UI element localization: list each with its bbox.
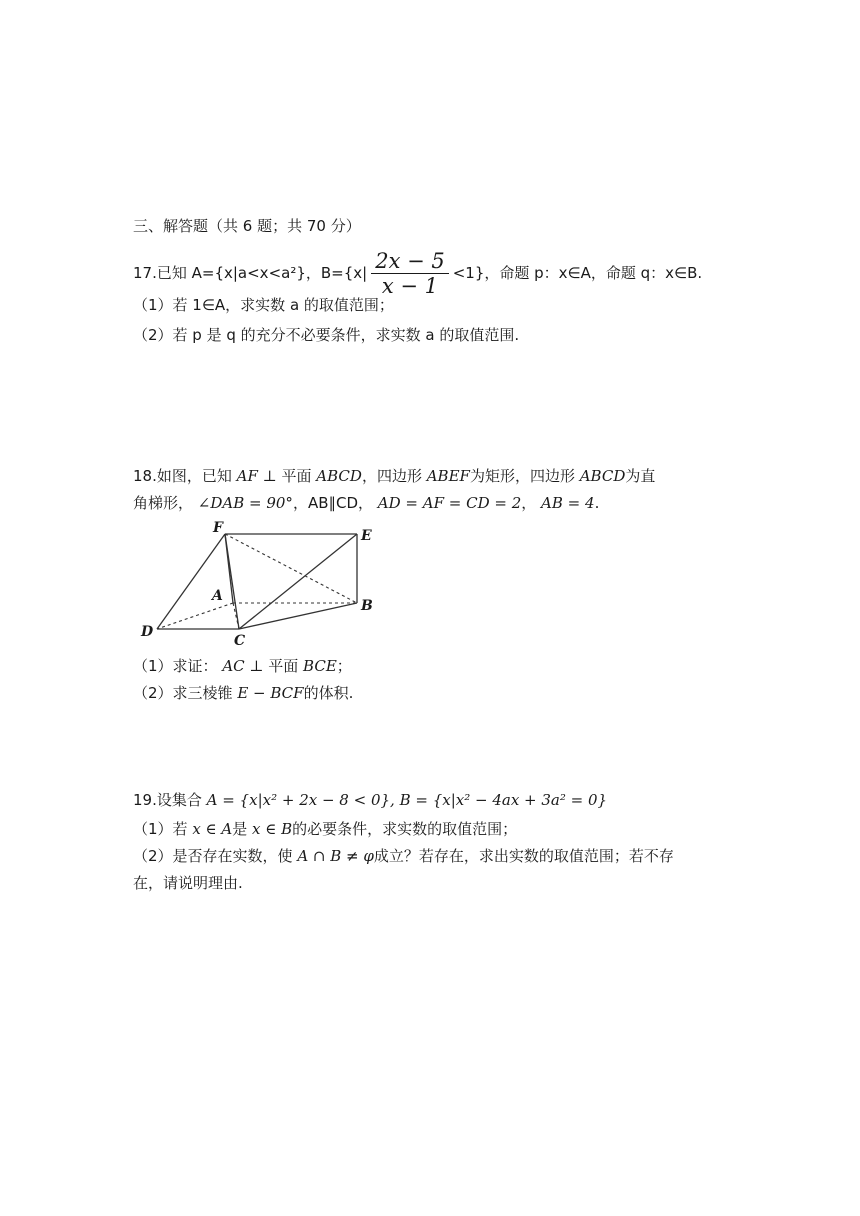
- q18-l1-a: 18.如图，已知: [133, 467, 237, 485]
- q18-p1-c: ；: [336, 657, 352, 675]
- q18-l1-e: 为直: [625, 467, 656, 485]
- q18-l2-m1: ∠DAB = 90°: [197, 494, 293, 512]
- q18-geometry-figure: [135, 518, 385, 650]
- q18-l1-m1: AF ⊥: [236, 467, 277, 485]
- edge-FA: [225, 534, 233, 603]
- q18-p1-b: 平面: [263, 657, 304, 675]
- q18-l1-m3: ABEF: [426, 467, 470, 485]
- q17-stem-text-a: 17.已知 A={x|a<x<a²}，B={x|: [133, 264, 368, 282]
- q18-l2-m2: AD = AF = CD = 2: [377, 494, 522, 512]
- q18-part1: [133, 656, 352, 676]
- edge-CB: [239, 603, 357, 629]
- label-E: E: [361, 528, 372, 544]
- q18-l2-d: .: [594, 494, 600, 512]
- q18-stem-line2: [133, 493, 599, 513]
- edge-FD: [157, 534, 225, 629]
- label-A: A: [212, 588, 223, 604]
- label-B: B: [361, 598, 373, 614]
- q19-p1-m2: x ∈ B: [252, 820, 293, 838]
- q18-p1-a: （1）求证：: [133, 657, 223, 675]
- q19-part2: [133, 846, 674, 866]
- q19-part2-continued: 在，请说明理由.: [133, 874, 243, 892]
- q18-p1-m1: AC ⊥: [222, 657, 264, 675]
- q19-p1-c: 的必要条件，求实数的取值范围；: [292, 820, 518, 838]
- q19-p1-a: （1）若: [133, 820, 193, 838]
- q17-fraction-numerator: 2x − 5: [371, 250, 449, 274]
- q17-fraction-denominator: x − 1: [381, 274, 439, 298]
- edge-AD-hidden: [157, 603, 233, 629]
- q19-p2-m: A ∩ B ≠ φ: [297, 847, 374, 865]
- q17-part1: （1）若 1∈A，求实数 a 的取值范围；: [133, 296, 394, 314]
- q17-fraction: [371, 250, 449, 297]
- q17-part2: （2）若 p 是 q 的充分不必要条件，求实数 a 的取值范围.: [133, 326, 520, 344]
- q18-l1-m2: ABCD: [316, 467, 362, 485]
- section-heading: 三、解答题（共 6 题；共 70 分）: [133, 217, 361, 235]
- q19-stem-a: 19.设集合: [133, 791, 207, 809]
- q18-l1-c: ，四边形: [361, 467, 427, 485]
- q18-stem-line1: [133, 466, 655, 486]
- label-F: F: [213, 520, 223, 536]
- q18-l2-c: ，: [521, 494, 542, 512]
- q18-l2-m3: AB = 4: [541, 494, 595, 512]
- q18-part2: [133, 683, 353, 703]
- q19-p1-b: 是: [232, 820, 253, 838]
- q18-p2-a: （2）求三棱锥: [133, 684, 238, 702]
- q18-p1-m2: BCE: [303, 657, 337, 675]
- q18-l1-m4: ABCD: [579, 467, 626, 485]
- label-C: C: [234, 633, 246, 649]
- edge-FB-hidden: [225, 534, 357, 603]
- q19-p2-a: （2）是否存在实数，使: [133, 847, 298, 865]
- q19-part1: [133, 819, 517, 839]
- q19-stem-formula: A = {x|x² + 2x − 8 < 0}, B = {x|x² − 4ax + 3a² = 0}: [206, 791, 608, 809]
- q18-p2-m1: E − BCF: [237, 684, 304, 702]
- q17-stem: [133, 250, 702, 297]
- q19-p1-m1: x ∈ A: [192, 820, 233, 838]
- q18-l1-b: 平面: [276, 467, 317, 485]
- q19-stem: [133, 790, 607, 810]
- q18-l2-b: ，AB∥CD，: [292, 494, 378, 512]
- q18-l1-d: 为矩形，四边形: [469, 467, 580, 485]
- q18-p2-b: 的体积.: [303, 684, 354, 702]
- q17-stem-text-b: <1}，命题 p：x∈A，命题 q：x∈B.: [452, 264, 703, 282]
- q18-l2-a: 角梯形，: [133, 494, 198, 512]
- q19-p2-b: 成立？若存在，求出实数的取值范围；若不存: [373, 847, 674, 865]
- edge-CE: [239, 534, 357, 629]
- label-D: D: [141, 624, 154, 640]
